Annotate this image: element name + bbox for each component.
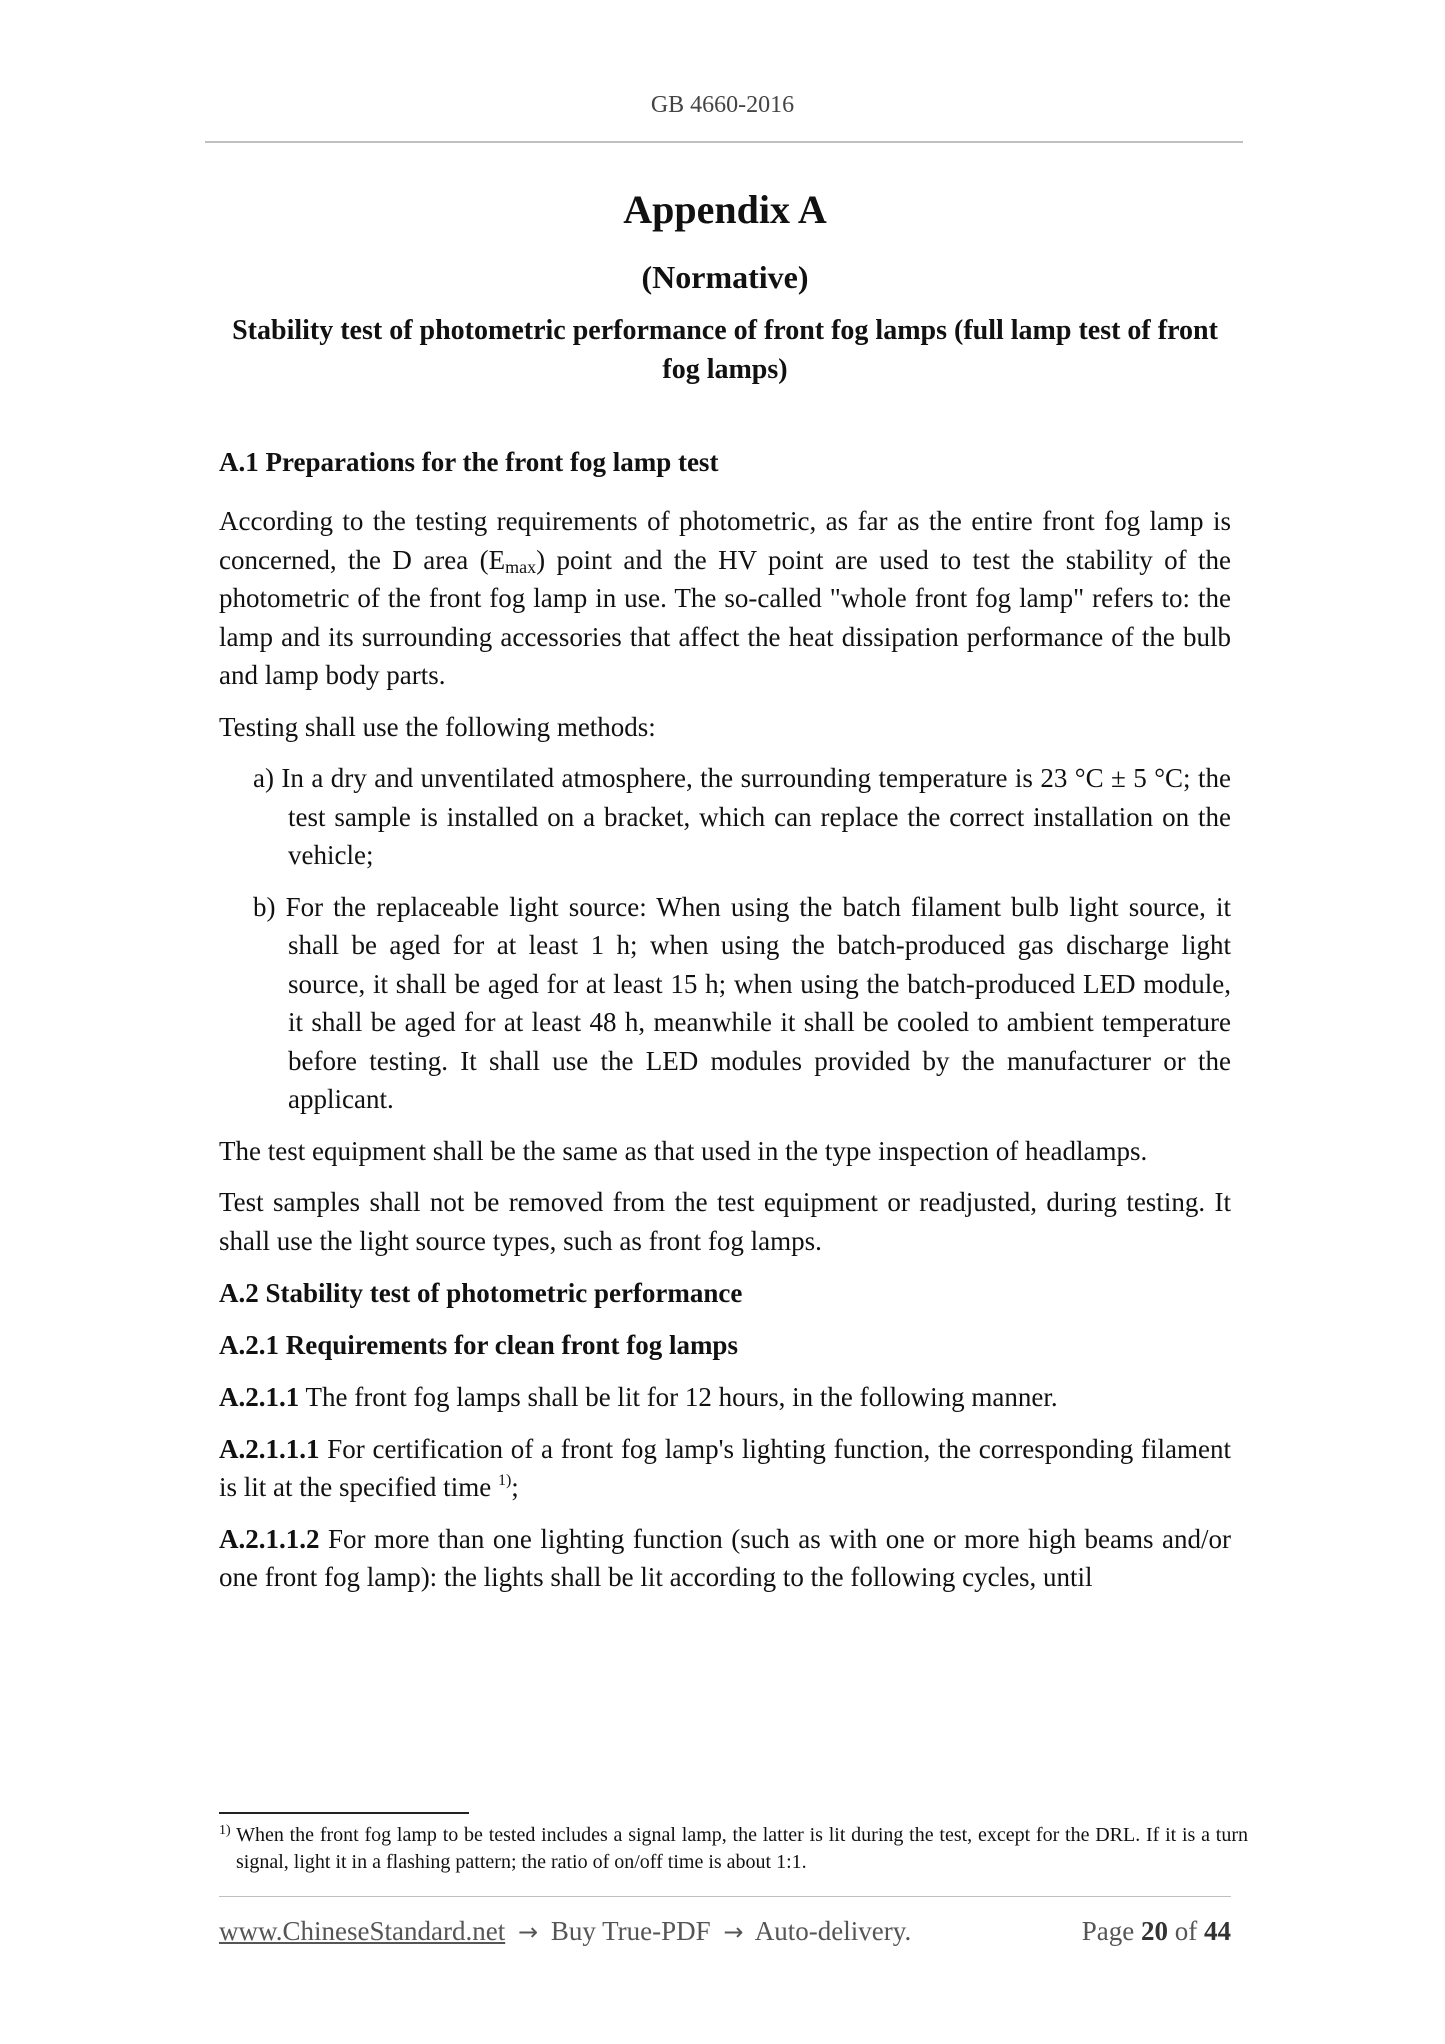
footnote-reference: 1) <box>497 1472 512 1489</box>
clause-a211-number: A.2.1.1 <box>219 1382 300 1412</box>
page-indicator <box>1082 1916 1231 1947</box>
arrow-right-icon: → <box>723 1918 744 1946</box>
clause-a2112 <box>219 1520 1231 1597</box>
buy-pdf-text: Buy True-PDF <box>550 1916 711 1946</box>
clause-a211 <box>219 1378 1231 1417</box>
header-rule <box>205 141 1243 143</box>
appendix-subject: Stability test of photometric performance of front fog lamps (full lamp test of front fog lamps) <box>232 315 1218 385</box>
appendix-subtitle: (Normative) <box>641 259 809 295</box>
auto-delivery-text: Auto-delivery. <box>754 1916 912 1946</box>
section-a1-heading: A.1 Preparations for the front fog lamp test <box>219 447 719 477</box>
arrow-right-icon: → <box>517 1918 539 1946</box>
page-body <box>219 185 1231 1597</box>
method-list-item-a: a) In a dry and unventilated atmosphere, the surrounding temperature is 23 °C ± 5 °C; the test sample is installed on a bracket, which can replace the correct installation on the vehicle; <box>253 763 1231 870</box>
clause-a2111 <box>219 1430 1231 1507</box>
website-link[interactable]: www.ChineseStandard.net <box>219 1916 506 1946</box>
section-a21-heading: A.2.1 Requirements for clean front fog lamps <box>219 1330 738 1360</box>
total-pages: 44 <box>1204 1916 1231 1946</box>
clause-a2111-number: A.2.1.1.1 <box>219 1433 320 1464</box>
clause-a2112-text: For more than one lighting function (such as with one or more high beams and/or one front fog lamp): the lights shall be lit according to the following cycles, until <box>219 1523 1231 1592</box>
page-number: 20 <box>1141 1916 1168 1946</box>
footer-rule <box>219 1896 1231 1897</box>
a1-para1-pre: According to the testing requirements of photometric, as far as the entire front fog lamp is concerned, the D area (E <box>219 506 1231 575</box>
section-a1-paragraph-1 <box>219 502 1231 695</box>
of-word: of <box>1174 1916 1198 1946</box>
footnote <box>219 1822 1248 1876</box>
appendix-title: Appendix A <box>623 187 827 232</box>
footnote-text: When the front fog lamp to be tested includes a signal lamp, the latter is lit during the test, except for the DRL. If it is a turn signal, light it in a flashing pattern; the ratio of on/off time is about 1:1. <box>230 1824 1248 1873</box>
page-footer <box>219 1916 1231 1947</box>
clause-a211-text: The front fog lamps shall be lit for 12 hours, in the following manner. <box>299 1382 1058 1412</box>
footnote-rule <box>219 1812 469 1814</box>
section-a1-paragraph-2: Testing shall use the following methods: <box>219 711 656 742</box>
section-a2-heading: A.2 Stability test of photometric performance <box>219 1278 743 1308</box>
clause-a2111-text: For certification of a front fog lamp's lighting function, the corresponding filament is lit at the specified time <box>219 1433 1231 1502</box>
section-a1-paragraph-3: The test equipment shall be the same as that used in the type inspection of headlamps. <box>219 1135 1148 1166</box>
section-a1-paragraph-4: Test samples shall not be removed from the test equipment or readjusted, during testing. It shall use the light source types, such as front fog lamps. <box>219 1187 1231 1256</box>
running-header: GB 4660-2016 <box>650 92 795 118</box>
emax-subscript: max <box>505 556 537 577</box>
clause-a2111-end: ; <box>511 1472 519 1502</box>
footnote-marker: 1) <box>219 1823 231 1838</box>
method-list-item-b: b) For the replaceable light source: When using the batch filament bulb light source, it shall be aged for at least 1 h; when using the batch-produced gas discharge light source, it shall be aged for at least 15 h; when using the batch-produced LED module, it shall be aged for at least 48 h, meanwhile it shall be cooled to ambient temperature before testing. It shall use the LED modules provided by the manufacturer or the applicant. <box>253 891 1231 1114</box>
clause-a2112-number: A.2.1.1.2 <box>219 1523 320 1554</box>
a1-para1-post: ) point and the HV point are used to test the stability of the photometric of the front fog lamp in use. The so-called "whole front fog lamp" refers to: the lamp and its surrounding accessories that affect the heat dissipation performance of the bulb and lamp body parts. <box>219 544 1231 690</box>
page-word: Page <box>1081 1916 1135 1946</box>
